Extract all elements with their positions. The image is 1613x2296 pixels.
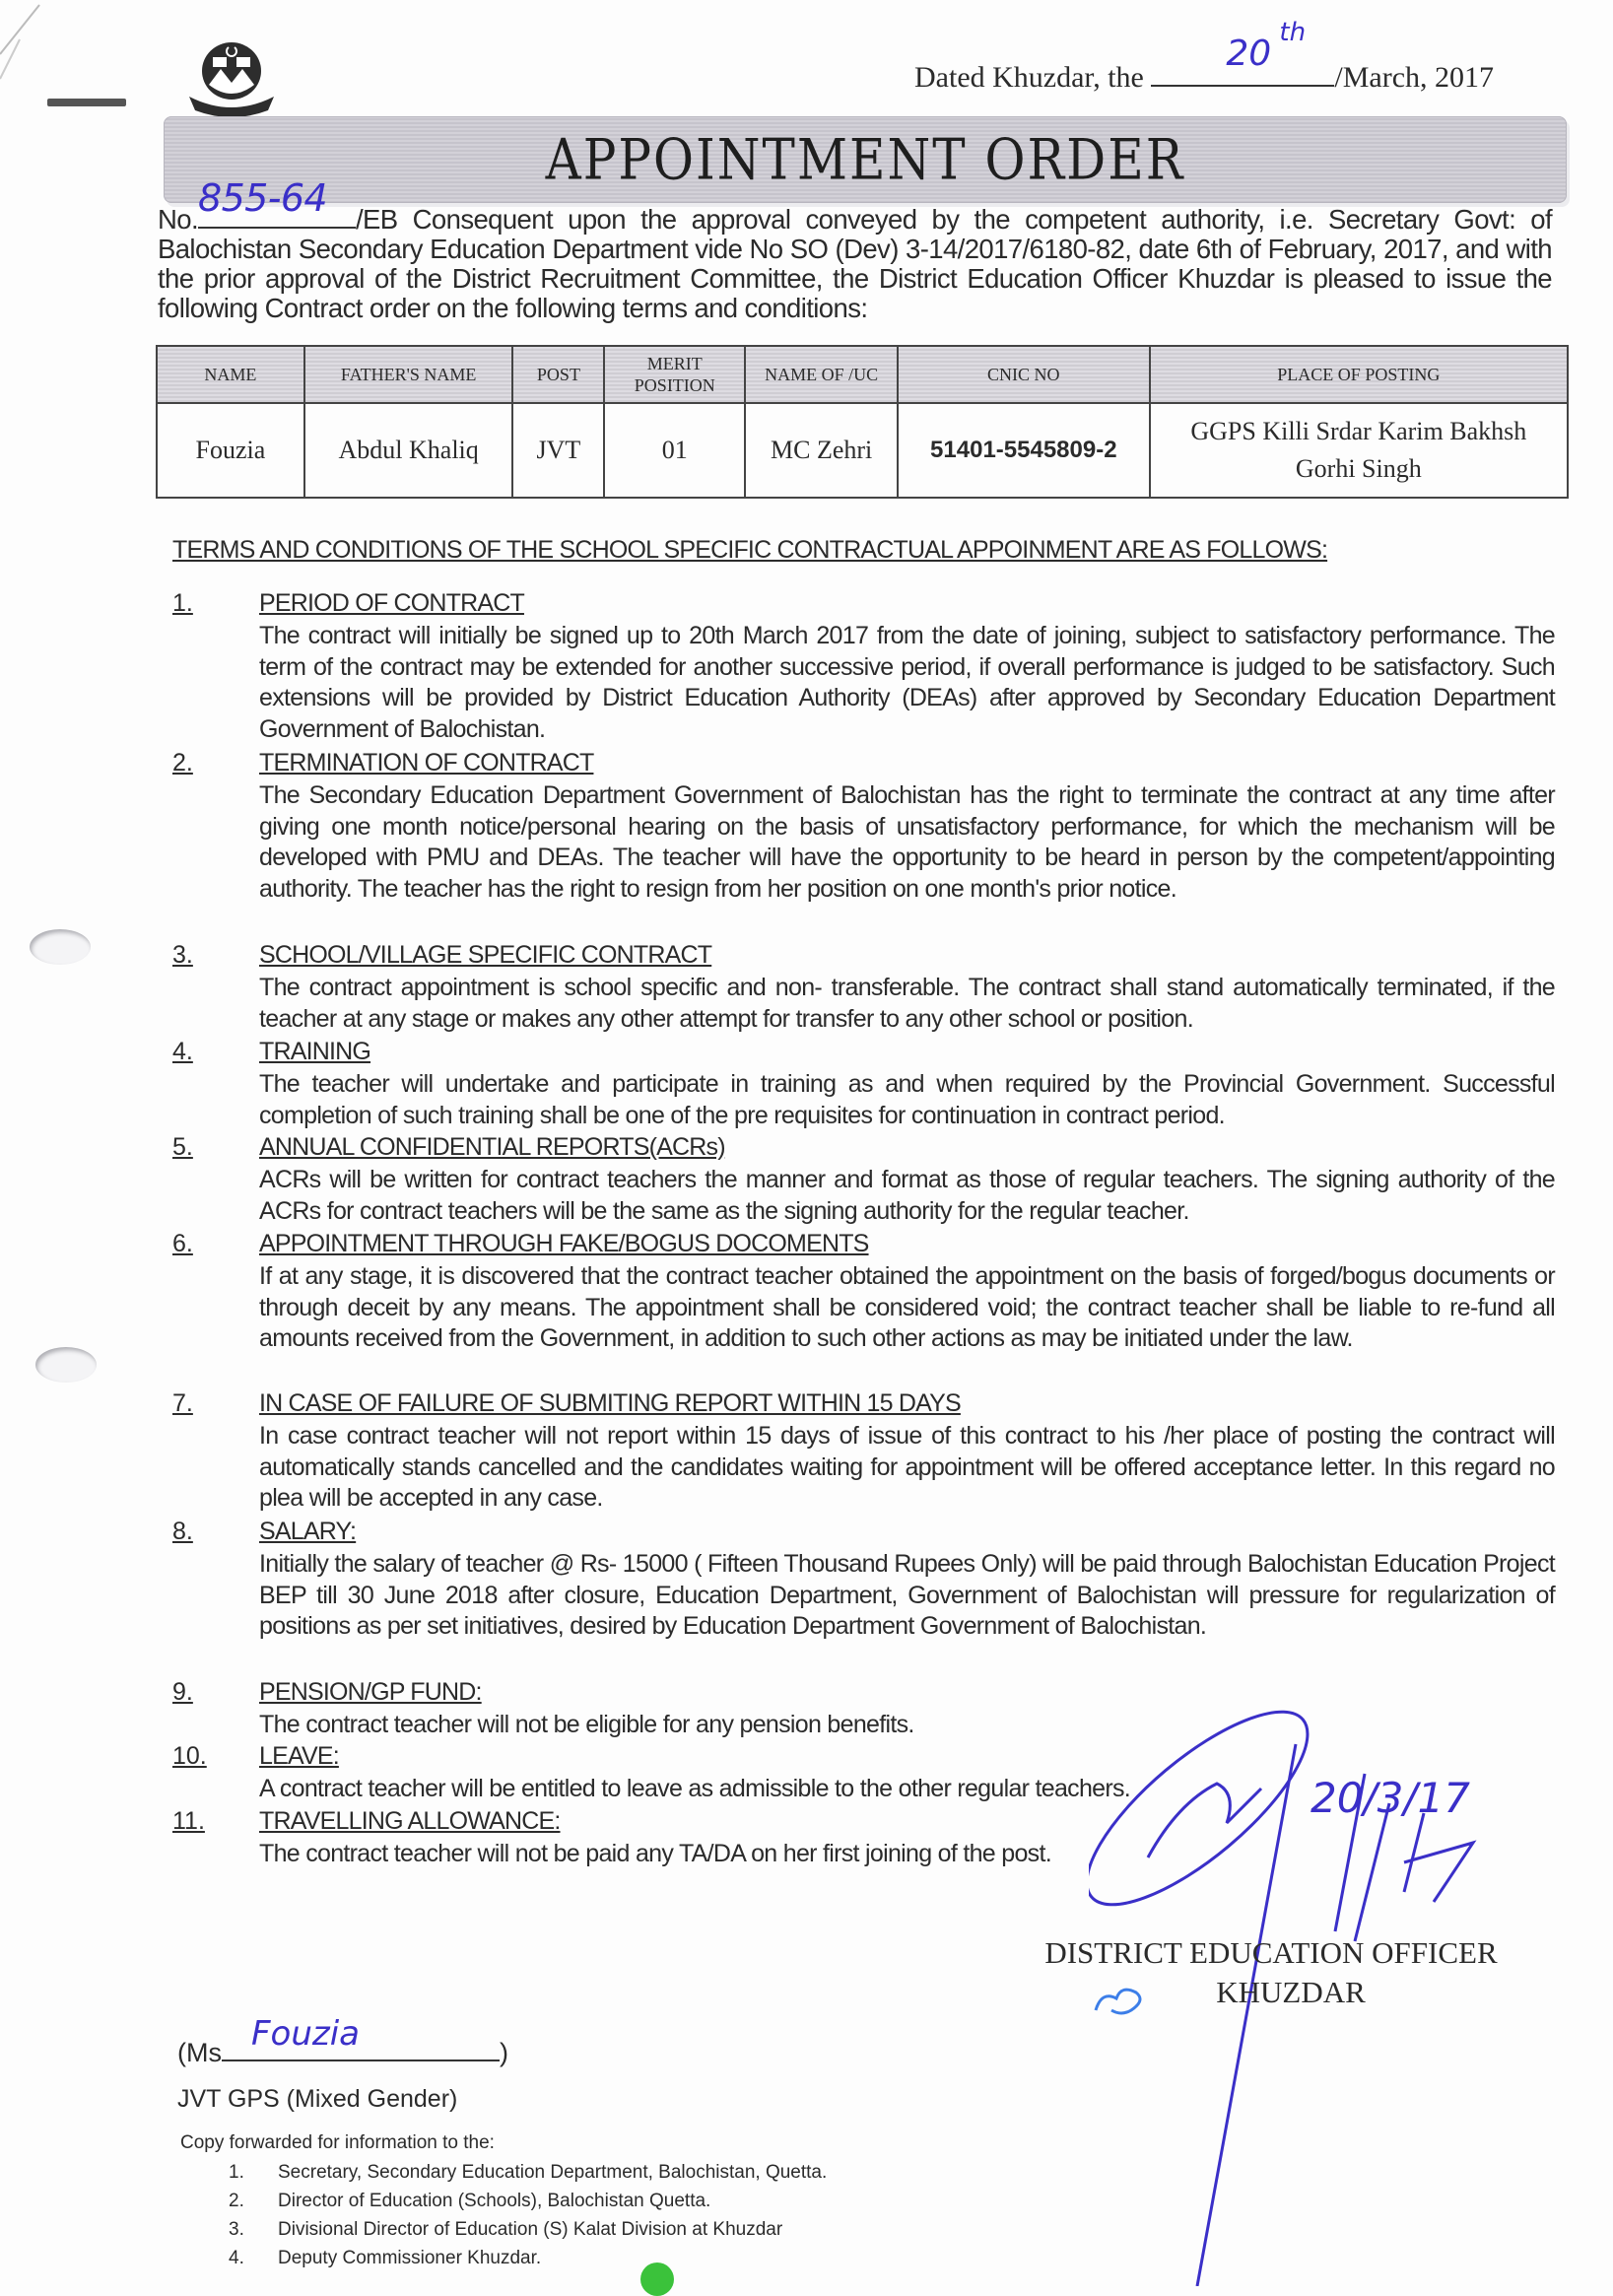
cell-cnic: 51401-5545809-2 [898,403,1150,498]
header-place-of-posting: PLACE OF POSTING [1150,346,1568,403]
cell-uc-name: MC Zehri [745,403,898,498]
term-body: The contract will initially be signed up to 20th March 2017 from the date of joining, subject to satisfactory performance. The term of the contract may be extended for another successive period, if overall performance is judged to be satisfactory. Such extensions will be provided by District Education Authority (DEAs) after approved by Secondary Education Department Government of Balochistan. [259,622,1555,743]
list-item: 2. Director of Education (Schools), Balochistan Quetta. [229,2191,711,2211]
term-body: The teacher will undertake and participate in training as and when required by the Provincial Government. Successful completion of such training shall be one of the pre requisites for continuation in contract period. [259,1070,1555,1129]
term-title: SCHOOL/VILLAGE SPECIFIC CONTRACT [259,941,712,969]
term-title: PENSION/GP FUND: [259,1678,482,1706]
term-body: The contract appointment is school specific and non- transferable. The contract shall stand automatically terminated, if the teacher at any stage or makes any other attempt for transfer to any other school or position. [259,974,1555,1033]
term-title: TRAVELLING ALLOWANCE: [259,1807,561,1835]
term-number: 4. [172,1038,193,1065]
term-number: 2. [172,749,193,777]
date-blank [1151,18,1334,87]
cell-place-of-posting: GGPS Killi Srdar Karim Bakhsh Gorhi Singh [1150,403,1568,498]
dated-line [914,18,1495,95]
order-no-blank [198,176,356,229]
term-title: ANNUAL CONFIDENTIAL REPORTS(ACRs) [259,1133,725,1161]
term-body: Initially the salary of teacher @ Rs- 15000 ( Fifteen Thousand Rupees Only) will be paid through Balochistan Education Project BEP till 30 June 2018 after closure, Education Department, Government of Balochistan will pressure for regularization of positions as per set initiatives, desired by Education Department Government of Balochistan. [259,1550,1555,1640]
term-number: 10. [172,1742,207,1770]
header-cnic: CNIC NO [898,346,1150,403]
recipient-signature-line [177,2014,508,2068]
title-banner [164,116,1567,203]
list-item: 3. Divisional Director of Education (S) Kalat Division at Khuzdar [229,2219,783,2240]
term-title: APPOINTMENT THROUGH FAKE/BOGUS DOCOMENTS [259,1230,869,1257]
order-paragraph [158,176,1552,323]
term-body: If at any stage, it is discovered that the contract teacher obtained the appointment on the basis of forged/bogus documents or through deceit by any means. The appointment shall be considered void; the contract teacher shall be liable to re-fund all amounts received from the Government, in addition to such other actions as may be initiated under the law. [259,1262,1555,1352]
recipient-designation: JVT GPS (Mixed Gender) [177,2085,458,2113]
punch-hole [30,929,91,965]
table-row [157,403,1568,498]
term-title: IN CASE OF FAILURE OF SUBMITING REPORT WITHIN 15 DAYS [259,1389,961,1417]
handwritten-day-suffix: th [1279,18,1307,47]
order-no-prefix: No. [158,204,198,235]
term-number: 6. [172,1230,193,1257]
cell-fathers-name: Abdul Khaliq [304,403,513,498]
signatory-location: KHUZDAR [1216,1975,1366,2009]
term-body: The contract teacher will not be paid any TA/DA on her first joining of the post. [259,1840,1051,1867]
table-header-row [157,346,1568,403]
punch-hole [35,1347,97,1383]
page-title: APPOINTMENT ORDER [545,126,1185,193]
header-name: NAME [157,346,304,403]
term-body: The contract teacher will not be eligible for any pension benefits. [259,1711,914,1738]
appointment-table [156,345,1569,499]
cell-merit-position: 01 [604,403,745,498]
dated-suffix: /March, 2017 [1334,61,1495,94]
initials-scribble-icon [1092,1981,1151,2028]
term-number: 5. [172,1133,193,1161]
term-number: 7. [172,1389,193,1417]
copy-forwarded-heading: Copy forwarded for information to the: [180,2132,495,2153]
header-fathers-name: FATHER'S NAME [304,346,513,403]
dated-prefix: Dated Khuzdar, the [914,61,1144,94]
green-marker-dot [640,2262,674,2296]
recipient-suffix: ) [499,2038,508,2067]
copy-forwarded-list [229,2158,827,2272]
term-number: 1. [172,589,193,617]
government-emblem-logo [177,39,286,118]
term-number: 9. [172,1678,193,1706]
term-title: SALARY: [259,1518,357,1545]
recipient-signature-blank [222,2014,500,2061]
term-body: The Secondary Education Department Government of Balochistan has the right to terminate the contract at any time after giving one month notice/personal hearing on the basis of unsatisfactory performance, for which the mechanism will be developed with PMU and DEAs. The teacher will have the opportunity to be heard in person by the competent/appointing authority. The teacher has the right to resign from her position on one month's prior notice. [259,781,1555,903]
term-body: A contract teacher will be entitled to leave as admissible to the other regular teachers. [259,1775,1131,1802]
header-merit-position: MERIT POSITION [604,346,745,403]
term-body: ACRs will be written for contract teachers the manner and format as those of regular teachers. The signing authority of the ACRs for contract teachers will be the same as the signing authority for the regular teacher. [259,1166,1555,1225]
term-title: PERIOD OF CONTRACT [259,589,524,617]
cell-post: JVT [512,403,604,498]
handwritten-sign-date: 20/3/17 [1311,1774,1470,1822]
handwritten-recipient-name: Fouzia [250,2014,361,2054]
signatory-title: DISTRICT EDUCATION OFFICER [1044,1935,1498,1970]
terms-heading: TERMS AND CONDITIONS OF THE SCHOOL SPECIFIC CONTRACTUAL APPOINMENT ARE AS FOLLOWS: [172,536,1328,564]
handwritten-day: 20 [1226,34,1272,74]
header-post: POST [512,346,604,403]
list-item: 1. Secretary, Secondary Education Department, Balochistan, Quetta. [229,2162,828,2183]
list-item: 4. Deputy Commissioner Khuzdar. [229,2248,542,2268]
term-title: TRAINING [259,1038,371,1065]
term-number: 3. [172,941,193,969]
term-title: TERMINATION OF CONTRACT [259,749,594,777]
order-text: /EB Consequent upon the approval conveyed by the competent authority, i.e. Secretary Govt: of Balochistan Secondary Education Department vide No SO (Dev) 3-14/2017/6180-82, date 6th of February, 2017, and with the prior approval of the District Recruitment Committee, the District Education Officer Khuzdar is pleased to issue the following Contract order on the following terms and conditions: [158,204,1552,323]
staple-mark [47,99,126,106]
handwritten-order-number: 855-64 [198,176,327,220]
recipient-prefix: (Ms [177,2038,222,2067]
term-body: In case contract teacher will not report within 15 days of issue of this contract to his /her place of posting the contract will automatically stands cancelled and the candidates waiting for appointment will be offered acceptance letter. In this regard no plea will be accepted in any case. [259,1422,1555,1512]
term-number: 11. [172,1807,205,1835]
term-title: LEAVE: [259,1742,339,1770]
header-uc-name: NAME OF /UC [745,346,898,403]
term-number: 8. [172,1518,193,1545]
cell-name: Fouzia [157,403,304,498]
scan-edge-mark [0,0,59,108]
